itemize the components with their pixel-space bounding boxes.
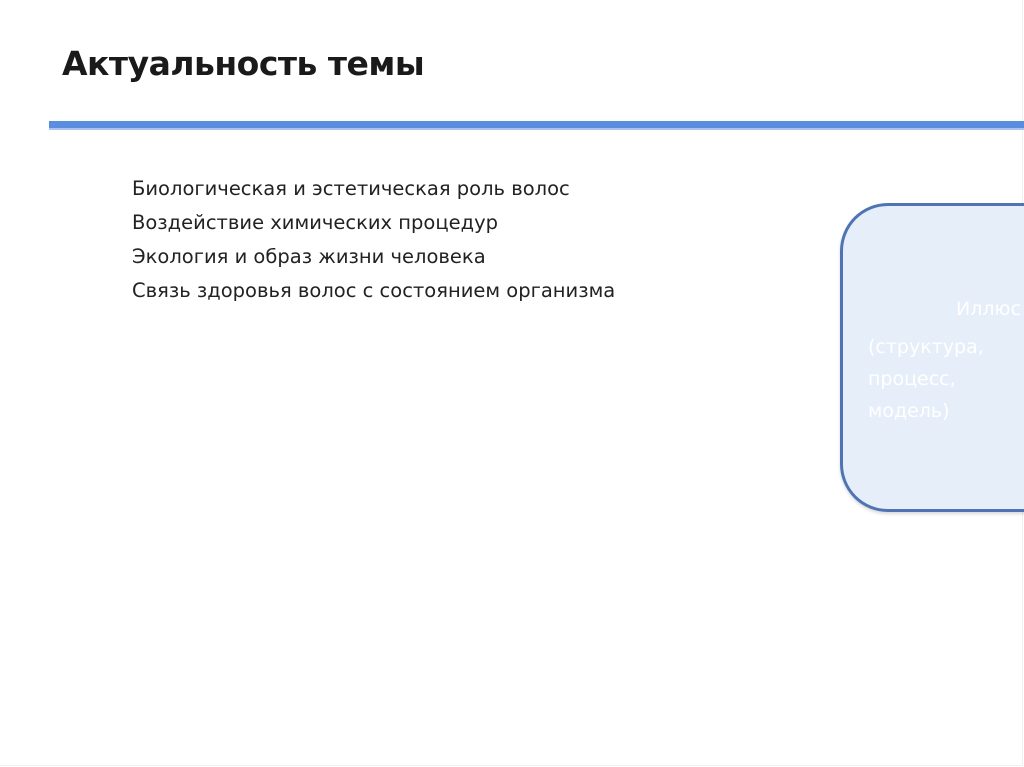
title-underline	[49, 121, 1024, 130]
bullet-list	[132, 172, 615, 308]
list-item: Связь здоровья волос с состоянием организма	[132, 279, 616, 302]
placeholder-line: (структура,	[868, 336, 984, 358]
slide-title: Актуальность темы	[62, 44, 425, 83]
illustration-placeholder-title: Иллюс	[956, 298, 1021, 320]
list-item: Экология и образ жизни человека	[132, 245, 486, 268]
list-item: Воздействие химических процедур	[132, 211, 499, 234]
placeholder-line: процесс,	[868, 368, 956, 390]
list-item: Биологическая и эстетическая роль волос	[132, 177, 570, 200]
placeholder-line: модель)	[868, 400, 950, 422]
illustration-placeholder-text	[868, 331, 984, 427]
